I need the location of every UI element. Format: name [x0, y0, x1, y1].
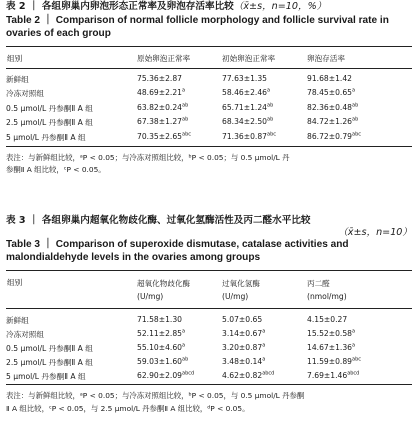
row-value-cell: [307, 357, 412, 371]
group-label: 新鲜组: [6, 316, 29, 325]
table-2-cn-title: [6, 1, 412, 13]
row-value-cell: [307, 88, 412, 103]
row-value-cell: [137, 103, 222, 118]
table-3-header-col2-unit: (U/mg): [222, 292, 249, 301]
table-3-header-col1-unit: (U/mg): [137, 292, 164, 301]
significance-marker: ab: [182, 101, 189, 108]
mean-sd-value: 3.20±0.87: [222, 342, 263, 352]
row-value-cell: [137, 132, 222, 147]
mean-sd-value: 7.69±1.46: [307, 370, 348, 380]
table-row: [6, 343, 412, 357]
table-3-grid: [6, 270, 412, 385]
mean-sd-value: 55.10±4.60: [137, 342, 183, 352]
row-value-cell: [307, 103, 412, 118]
significance-marker: ab: [352, 101, 359, 108]
row-value-cell: [137, 117, 222, 132]
significance-marker: ab: [182, 355, 189, 362]
row-group-cell: [6, 357, 137, 371]
row-value-cell: [222, 309, 307, 329]
table-row: [6, 357, 412, 371]
table-3-header-col1: [137, 271, 222, 309]
row-value-cell: [137, 309, 222, 329]
group-label: 0.5 μmol/L 丹参酮Ⅱ A 组: [6, 103, 93, 113]
significance-marker: a: [182, 327, 186, 334]
row-value-cell: [307, 69, 412, 89]
mean-sd-value: 4.62±0.82: [222, 370, 263, 380]
table-2-note-line2: 参酮Ⅱ A 组比较，ᶜP < 0.05。: [6, 165, 106, 174]
row-value-cell: [307, 132, 412, 147]
row-value-cell: [137, 371, 222, 385]
row-group-cell: [6, 371, 137, 385]
row-value-cell: [137, 329, 222, 343]
table-3-header-col1-name: 超氧化物歧化酶: [137, 279, 191, 288]
significance-marker: abc: [352, 355, 362, 362]
row-value-cell: [307, 343, 412, 357]
table-2-header-col2: 初始卵泡正常率: [222, 47, 307, 69]
mean-sd-value: 11.59±0.89: [307, 356, 353, 366]
row-group-cell: [6, 103, 137, 118]
row-group-cell: [6, 117, 137, 132]
table-3-header-col3: [307, 271, 412, 309]
table-2-grid: [6, 46, 412, 147]
mean-sd-value: 3.48±0.14: [222, 356, 263, 366]
table-3-cn-title: [6, 215, 412, 238]
row-group-cell: [6, 343, 137, 357]
table-2: [6, 1, 412, 177]
significance-marker: a: [182, 87, 186, 94]
mean-sd-value: 75.36±2.87: [137, 74, 183, 83]
mean-sd-value: 70.35±2.65: [137, 131, 183, 141]
significance-marker: a: [262, 327, 266, 334]
row-value-cell: [137, 343, 222, 357]
table-2-header-col3: 卵泡存活率: [307, 47, 412, 69]
table-row: [6, 329, 412, 343]
mean-sd-value: 82.36±0.48: [307, 102, 353, 112]
row-group-cell: [6, 309, 137, 329]
mean-sd-value: 84.72±1.26: [307, 117, 353, 126]
table-2-cn-title-main: 表 2 ｜ 各组卵巢内卵泡形态正常率及卵泡存活率比较: [6, 1, 234, 12]
row-value-cell: [222, 117, 307, 132]
mean-sd-value: 71.36±0.87: [222, 131, 268, 141]
table-3-header-col3-name: 丙二醛: [307, 279, 330, 288]
significance-marker: abc: [267, 130, 277, 137]
table-row: [6, 103, 412, 118]
table-3: [6, 215, 412, 415]
row-value-cell: [137, 357, 222, 371]
significance-marker: a: [262, 341, 266, 348]
group-label: 5 μmol/L 丹参酮Ⅱ A 组: [6, 371, 86, 381]
significance-marker: ab: [267, 101, 274, 108]
mean-sd-value: 71.58±1.30: [137, 315, 183, 324]
group-label: 2.5 μmol/L 丹参酮Ⅱ A 组: [6, 357, 93, 367]
row-value-cell: [307, 371, 412, 385]
significance-marker: abc: [352, 130, 362, 137]
mean-sd-value: 63.82±0.24: [137, 102, 183, 112]
row-value-cell: [307, 117, 412, 132]
mean-sd-value: 58.46±2.46: [222, 88, 268, 97]
table-3-header-group: 组别: [6, 271, 137, 309]
mean-sd-value: 65.71±1.24: [222, 102, 268, 112]
significance-marker: abc: [182, 130, 192, 137]
mean-sd-value: 5.07±0.65: [222, 315, 263, 324]
table-row: [6, 69, 412, 89]
table-row: [6, 132, 412, 147]
table-2-header-group: 组别: [6, 47, 137, 69]
table-2-note-line1: 表注：与新鲜组比较，ᵃP < 0.05；与冷冻对照组比较，ᵇP < 0.05；与 0.5 μmol/L 丹: [6, 152, 290, 162]
mean-sd-value: 48.69±2.21: [137, 88, 183, 97]
mean-sd-value: 14.67±1.36: [307, 342, 353, 352]
significance-marker: ab: [267, 116, 274, 123]
row-value-cell: [222, 371, 307, 385]
table-2-cn-title-stat: （x̄±s，n=10，%）: [233, 1, 327, 12]
mean-sd-value: 3.14±0.67: [222, 328, 263, 338]
significance-marker: ab: [352, 116, 359, 123]
table-3-header-col3-unit: (nmol/mg): [307, 292, 347, 301]
row-value-cell: [137, 69, 222, 89]
table-row: [6, 371, 412, 385]
group-label: 新鲜组: [6, 75, 29, 84]
significance-marker: abcd: [347, 369, 360, 376]
row-group-cell: [6, 88, 137, 103]
row-group-cell: [6, 132, 137, 147]
mean-sd-value: 59.03±1.60: [137, 356, 183, 366]
row-group-cell: [6, 329, 137, 343]
significance-marker: a: [262, 355, 266, 362]
row-value-cell: [222, 69, 307, 89]
mean-sd-value: 62.90±2.09: [137, 370, 183, 380]
table-3-note-line2: Ⅱ A 组比较，ᶜP < 0.05，与 2.5 μmol/L 丹参酮Ⅱ A 组比较，ᵈP < 0.05。: [6, 403, 250, 413]
table-3-header-col2-name: 过氧化氢酶: [222, 279, 260, 288]
table-3-cn-title-stat: （x̄±s，n=10）: [338, 227, 412, 238]
table-row: [6, 88, 412, 103]
table-3-note: [6, 390, 412, 415]
significance-marker: a: [352, 327, 356, 334]
table-row: [6, 117, 412, 132]
row-value-cell: [307, 329, 412, 343]
table-row: [6, 309, 412, 329]
mean-sd-value: 68.34±2.50: [222, 117, 268, 126]
significance-marker: a: [352, 341, 356, 348]
group-label: 2.5 μmol/L 丹参酮Ⅱ A 组: [6, 118, 93, 127]
mean-sd-value: 86.72±0.79: [307, 131, 353, 141]
table-3-header-col2: [222, 271, 307, 309]
table-2-note: [6, 152, 412, 177]
mean-sd-value: 91.68±1.42: [307, 74, 353, 83]
mean-sd-value: 52.11±2.85: [137, 328, 183, 338]
table-3-note-line1: 表注：与新鲜组比较，ᵃP < 0.05；与冷冻对照组比较，ᵇP < 0.05，与 0.5 μmol/L 丹参酮: [6, 391, 305, 400]
table-2-en-title: Table 2 ｜ Comparison of normal follicle morphology and follicle survival rate in ovaries of each group: [6, 15, 389, 39]
row-value-cell: [222, 88, 307, 103]
row-value-cell: [222, 103, 307, 118]
mean-sd-value: 4.15±0.27: [307, 315, 348, 324]
row-value-cell: [222, 357, 307, 371]
significance-marker: abcd: [182, 369, 195, 376]
row-value-cell: [222, 132, 307, 147]
row-value-cell: [222, 343, 307, 357]
table-3-en-title: Table 3 ｜ Comparison of superoxide dismutase, catalase activities and malondialdehyde levels in the ovaries among groups: [6, 239, 349, 263]
mean-sd-value: 67.38±1.27: [137, 117, 183, 126]
mean-sd-value: 77.63±1.35: [222, 74, 268, 83]
group-label: 冷冻对照组: [6, 329, 44, 339]
group-label: 0.5 μmol/L 丹参酮Ⅱ A 组: [6, 343, 93, 353]
row-value-cell: [222, 329, 307, 343]
row-group-cell: [6, 69, 137, 89]
significance-marker: a: [182, 341, 186, 348]
table-3-cn-title-main: 表 3 ｜ 各组卵巢内超氧化物歧化酶、过氧化氢酶活性及丙二醛水平比较: [6, 215, 311, 226]
significance-marker: abcd: [262, 369, 275, 376]
mean-sd-value: 15.52±0.58: [307, 328, 353, 338]
significance-marker: a: [352, 87, 356, 94]
significance-marker: a: [267, 87, 271, 94]
significance-marker: ab: [182, 116, 189, 123]
mean-sd-value: 78.45±0.65: [307, 88, 353, 97]
group-label: 冷冻对照组: [6, 89, 44, 98]
table-2-header-col1: 原始卵泡正常率: [137, 47, 222, 69]
group-label: 5 μmol/L 丹参酮Ⅱ A 组: [6, 132, 86, 142]
row-value-cell: [307, 309, 412, 329]
row-value-cell: [137, 88, 222, 103]
